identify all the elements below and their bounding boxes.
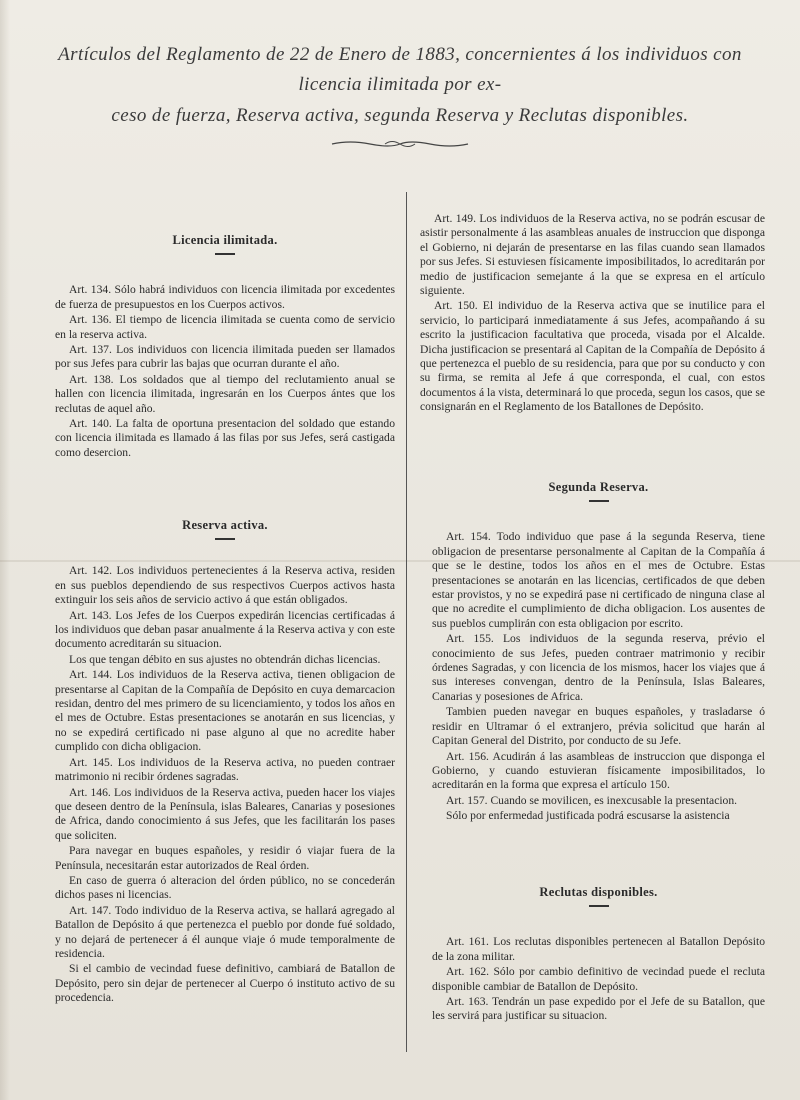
article-154: Art. 154. Todo individuo que pase á la segunda Reserva, tiene obligacion de presentarse personalmente al Capitan de la Compañía á que se le destine, todos los años en el mes de Octubre. Estas presentaciones se anotarán en las licencias, certificados de que deben estar provistos, y no se expedirá pase ni certificado de ninguna clase al que no acredite el cumplimiento de dicha obligacion. Los ausentes de sus pueblos cumplirán con esta obligacion por escrito.: [432, 530, 765, 630]
article-162: Art. 162. Sólo por cambio definitivo de vecindad puede el recluta disponible cambiar de Batallon de Depósito.: [432, 965, 765, 993]
article-155: Art. 155. Los individuos de la segunda reserva, prévio el conocimiento de sus Jefes, pueden contraer matrimonio y recibir órdenes Sagradas, y con licencia de los mismos, hacer los viajes que á sus intereses convengan, dentro de la Península, Islas Baleares, Canarias y posesiones de Africa.: [432, 632, 765, 703]
paragraph-vecindad: Si el cambio de vecindad fuese definitivo, cambiará de Batallon de Depósito, pero sin dejar de pertenecer al Cuerpo ó instituto activo de su procedencia.: [55, 962, 395, 1005]
section-heading: Segunda Reserva.: [548, 480, 649, 494]
paragraph-enfermedad: Sólo por enfermedad justificada podrá escusarse la asistencia: [446, 809, 730, 823]
article-157: Art. 157. Cuando se movilicen, es inexcusable la presentacion.: [446, 793, 738, 807]
section-reserva-activa-continued: [420, 212, 765, 416]
paragraph-navegar-segunda: Tambien pueden navegar en buques españoles, y trasladarse ó residir en Ultramar ó el extranjero, prévia solicitud que harán al Capitan General del Distrito, por conducto de su Jefe.: [432, 705, 765, 748]
section-segunda-reserva: [432, 480, 765, 825]
article-142: Art. 142. Los individuos pertenecientes á la Reserva activa, residen en sus pueblos dependiendo de sus respectivos Cuerpos activos hasta extinguir los seis años de servicio activo á que están obligados.: [55, 564, 395, 607]
article-150: Art. 150. El individuo de la Reserva activa que se inutilice para el servicio, lo participará inmediatamente á sus Jefes, acompañando á su escrito la justificacion facultativa que proceda, visada por el Alcalde. Dicha justificacion se presentará al Capitan de la Compañía de Depósito á que pertenezca el pueblo de su residencia, para que por su conducto y con su firma, se remita al Jefe á que corresponda, el cual, con estos documentos á la vista, determinará lo que proceda, segun los casos, que se consignarán en el Reglamento de los Batallones de Depósito.: [420, 299, 765, 414]
column-divider: [406, 192, 407, 1052]
paragraph-debito: Los que tengan débito en sus ajustes no obtendrán dichas licencias.: [69, 652, 381, 666]
article-136: Art. 136. El tiempo de licencia ilimitada se cuenta como de servicio en la reserva activa.: [55, 313, 395, 341]
section-reclutas-disponibles: [432, 885, 765, 1025]
article-143: Art. 143. Los Jefes de los Cuerpos expedirán licencias certificadas á los individuos que deban pasar anualmente á la Reserva activa y con este documento acreditarán su situacion.: [55, 608, 395, 651]
heading-rule: [215, 253, 235, 255]
article-147: Art. 147. Todo individuo de la Reserva activa, se hallará agregado al Batallon de Depósito á que pertenezca el pueblo por donde fué soldado, y no dejará de pertenecer á él aunque viaje ó mude temporalmente de residencia.: [55, 903, 395, 960]
article-163: Art. 163. Tendrán un pase expedido por el Jefe de su Batallon, que les servirá para justificar su situacion.: [432, 995, 765, 1023]
article-145: Art. 145. Los individuos de la Reserva activa, no pueden contraer matrimonio ni recibir órdenes sagradas.: [55, 755, 395, 784]
paragraph-guerra: En caso de guerra ó alteracion del órden público, no se concederán dichos pases ni licencias.: [55, 873, 395, 902]
heading-rule: [589, 905, 609, 907]
title-ornament-icon: [330, 138, 470, 150]
article-161: Art. 161. Los reclutas disponibles pertenecen al Batallon Depósito de la zona militar.: [432, 935, 765, 963]
article-140: Art. 140. La falta de oportuna presentacion del soldado que estando con licencia ilimitada es llamado á las filas por sus Jefes, será castigada como desercion.: [55, 417, 395, 459]
heading-rule: [215, 538, 235, 540]
article-156: Art. 156. Acudirán á las asambleas de instruccion que disponga el Gobierno, y cuando estuvieran físicamente imposibilitados, lo acreditarán en la forma que expresa el artículo 150.: [432, 749, 765, 792]
paragraph-navegar: Para navegar en buques españoles, y residir ó viajar fuera de la Península, necesitarán estar autorizados de Real órden.: [55, 844, 395, 872]
section-licencia-ilimitada: [55, 233, 395, 461]
section-heading: Reclutas disponibles.: [539, 885, 658, 899]
title-line-1: Artículos del Reglamento de 22 de Enero de 1883, concernientes á los individuos con licencia ilimitada por ex-: [58, 44, 742, 96]
document-title: [40, 40, 760, 131]
article-134: Art. 134. Sólo habrá individuos con licencia ilimitada por excedentes de fuerza de presupuestos en los Cuerpos activos.: [55, 283, 395, 311]
article-146: Art. 146. Los individuos de la Reserva activa, pueden hacer los viajes que deseen dentro de la Península, islas Baleares, Canarias y posesiones de Africa, dando conocimiento á sus Jefes, que les facilitarán los pases que soliciten.: [55, 785, 395, 842]
article-144: Art. 144. Los individuos de la Reserva activa, tienen obligacion de presentarse al Capitan de la Compañía de Depósito en cuya demarcacion residan, dentro del mes primero de su licenciamiento, y todos los años en el mes de Octubre. Estas presentaciones se anotarán en sus licencias, y no se expedirá certificado ni pase alguno al que no acredite haber cumplido con dicha obligacion.: [55, 668, 395, 754]
section-heading: Licencia ilimitada.: [172, 233, 278, 247]
heading-rule: [589, 500, 609, 502]
article-138: Art. 138. Los soldados que al tiempo del reclutamiento anual se hallen con licencia ilimitada, ingresarán en los Cuerpos ántes que los reclutas de aquel año.: [55, 372, 395, 415]
section-reserva-activa: [55, 518, 395, 1007]
page-edge-shadow: [0, 0, 10, 1100]
title-line-2: ceso de fuerza, Reserva activa, segunda Reserva y Reclutas disponibles.: [111, 104, 689, 126]
article-137: Art. 137. Los individuos con licencia ilimitada pueden ser llamados por sus Jefes para cubrir las bajas que ocurran durante el año.: [55, 343, 395, 371]
section-heading: Reserva activa.: [182, 518, 268, 532]
article-149: Art. 149. Los individuos de la Reserva activa, no se podrán escusar de asistir personalmente á las asambleas anuales de instruccion que disponga el Gobierno, ni dejarán de presentarse en las filas cuando sean llamados por sus Jefes. Si estuviesen físicamente imposibilitados, lo acreditarán por medio de justificacion semejante á la que se expresa en el artículo siguiente.: [420, 212, 765, 298]
